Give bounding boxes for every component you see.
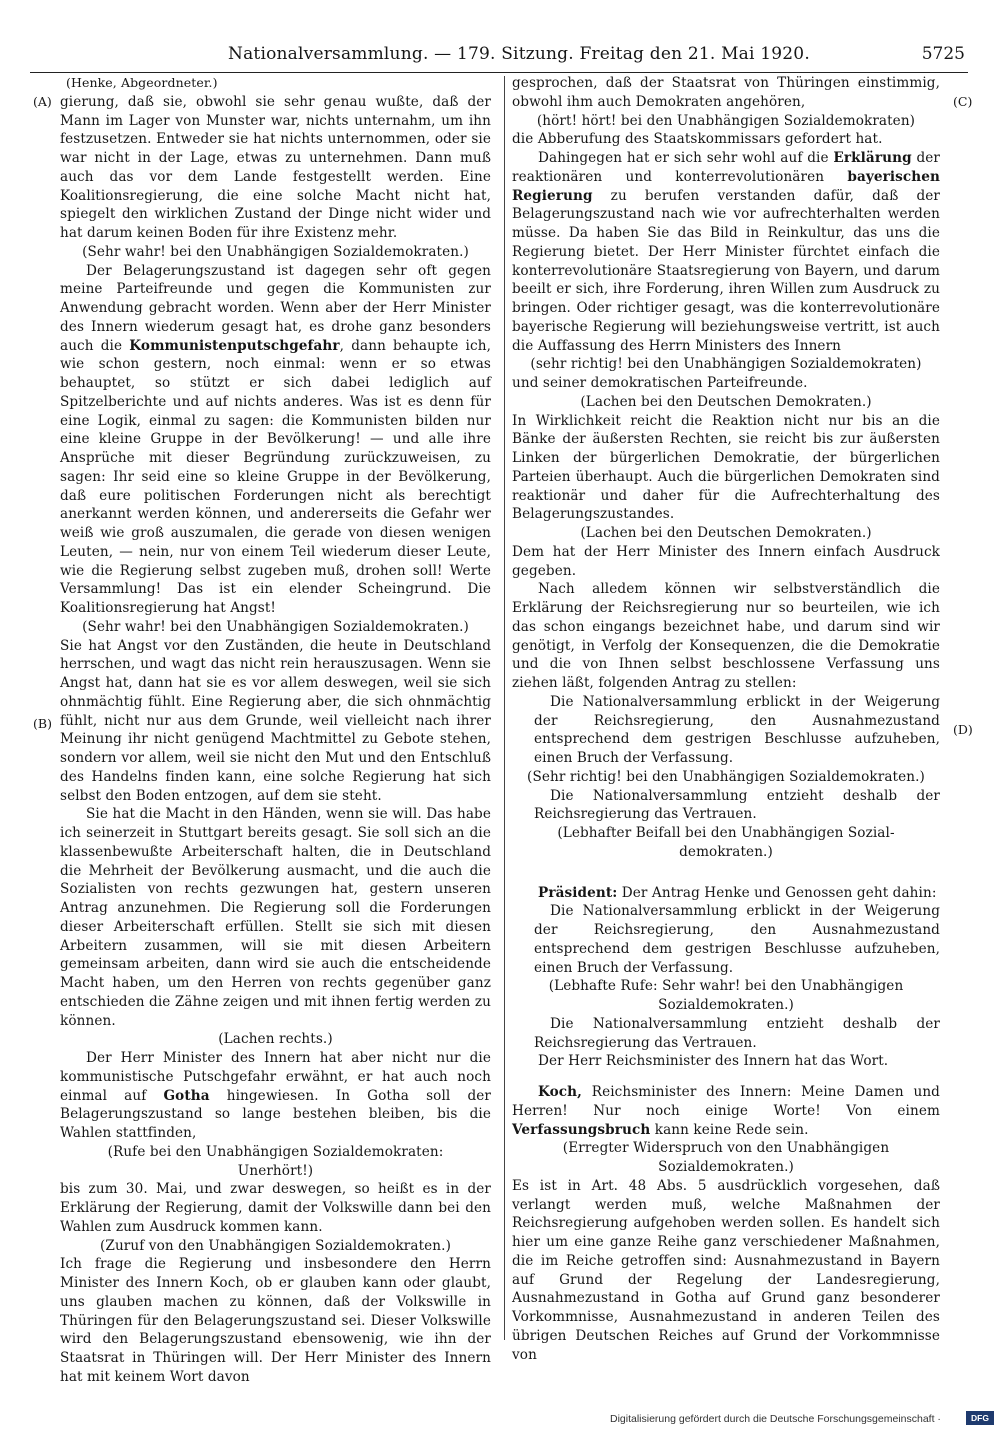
paragraph: Dahingegen hat er sich sehr wohl auf die Erklärung der reaktionären und konterrevolutionären bayerischen Regierung zu berufen verstanden dafür, daß der Belagerungszustand nach wie vor aufrechterhalten werden müsse. Da haben Sie das Bild in Reinkultur, das uns die Regierung bietet. Der Herr Minister fürchtet einfach die konterrevolutionäre Staatsregierung von Bayern, und darum beeilt er sich, ihre Forderung, ihren Willen zum Ausdruck zu bringen. Oder richtiger gesagt, was die konterrevolutionäre bayerische Regierung will beziehungsweise vertritt, ist auch die Auffassung des Herrn Ministers des Innern — [512, 150, 941, 354]
column-separator — [504, 76, 505, 1340]
paragraph: Sie hat die Macht in den Händen, wenn sie will. Das habe ich seinerzeit in Stuttgart bereits gesagt. Sie soll sich an die klassenbewußte Arbeiterschaft halten, die in Deutschland die Mehrheit der Bevölkerung ausmacht, und die auch die Sozialisten von rechts gezwungen hat, gestern unseren Antrag anzunehmen. Die Regierung soll die Forderungen dieser Arbeiterschaft erfüllen. Stellt sie sich mit diesen Arbeitern zusammen, will sie mit diesen Arbeitern gemeinsam arbeiten, dann wird sie auch die entscheidende Macht haben, um den Herren von rechts gegenüber ganz entschieden die Zähne zeigen und mit ihnen fertig werden zu können. — [60, 806, 491, 1029]
header-rule — [30, 72, 968, 73]
margin-marker-a: (A) — [33, 94, 52, 109]
paragraph: Der Herr Reichsminister des Innern hat das Wort. — [538, 1053, 889, 1070]
left-column — [60, 74, 491, 1387]
interjection: (Sehr richtig! bei den Unabhängigen Sozialdemokraten.) — [527, 768, 925, 785]
motion-text: Die Nationalversammlung entzieht deshalb der Reichsregierung das Vertrauen. — [534, 787, 940, 823]
margin-marker-b: (B) — [33, 716, 52, 731]
paragraph: gesprochen, daß der Staatsrat von Thüringen einstimmig, obwohl ihm auch Demokraten angehören, — [512, 75, 940, 110]
interjection: (Zuruf von den Unabhängigen Sozialdemokraten.) — [100, 1237, 451, 1254]
emphasis: Kommunistenputschgefahr — [129, 337, 340, 354]
paragraph: Es ist in Art. 48 Abs. 5 ausdrücklich vorgesehen, daß verlangt werden muß, welche Maßnahmen der Reichsregierung aufgehoben werden sollen. Es handelt sich hier um eine ganze Reihe ganz verschiedener Maßnahmen, die im Reiche getroffen sind: Ausnahmezustand in Bayern auf Grund der Regelung der Landesregierung, Ausnahmezustand in Gotha auf Grund ganz besonderer Vorkommnisse, Ausnahmezustand in anderen Teilen des übrigen Deutschen Reiches auf Grund der Vorkommnisse von — [512, 1177, 940, 1363]
emphasis: bayerischen Regierung — [512, 168, 940, 204]
running-title: Nationalversammlung. — 179. Sitzung. Freitag den 21. Mai 1920. — [228, 44, 810, 64]
margin-marker-c: (C) — [953, 94, 973, 109]
paragraph: In Wirklichkeit reicht die Reaktion nicht nur bis an die Bänke der äußersten Rechten, sie reicht bis zur äußersten Linken der bürgerlichen Demokratie, der bürgerlichen Parteien überhaupt. Auch die bürgerlichen Demokraten sind reaktionär und daher für die Aufrechterhaltung des Belagerungszustandes. — [512, 412, 940, 523]
paragraph: bis zum 30. Mai, und zwar deswegen, so heißt es in der Erklärung der Regierung, damit der Volkswille dann bei den Wahlen zum Ausdruck kommen kann. — [60, 1181, 491, 1235]
interjection: (Lachen rechts.) — [218, 1031, 333, 1048]
interjection: (Lebhafte Rufe: Sehr wahr! bei den Unabhängigen Sozialdemokraten.) — [548, 978, 904, 1013]
paragraph: Koch, Reichsminister des Innern: Meine Damen und Herren! Nur noch einige Worte! Von einem Verfassungsbruch kann keine Rede sein. — [512, 1084, 940, 1138]
interjection: (hört! hört! bei den Unabhängigen Sozialdemokraten) — [536, 112, 916, 129]
digitization-credit: Digitalisierung gefördert durch die Deutsche Forschungsgemeinschaft · — [610, 1413, 941, 1425]
page-header — [50, 44, 965, 70]
motion-text: Die Nationalversammlung erblickt in der Weigerung der Reichsregierung, den Ausnahmezustand entsprechend dem gestrigen Beschlusse aufzuheben, einen Bruch der Verfassung. — [534, 903, 940, 976]
interjection: (Sehr wahr! bei den Unabhängigen Sozialdemokraten.) — [82, 243, 469, 260]
page-number: 5725 — [921, 44, 965, 64]
motion-text: Die Nationalversammlung erblickt in der Weigerung der Reichsregierung, den Ausnahmezustand entsprechend dem gestrigen Beschlusse aufzuheben, einen Bruch der Verfassung. — [534, 693, 940, 766]
paragraph: Dem hat der Herr Minister des Innern einfach Ausdruck gegeben. — [512, 543, 940, 579]
interjection: (Erregter Widerspruch von den Unabhängigen — [562, 1140, 890, 1157]
motion-text: Die Nationalversammlung entzieht deshalb der Reichsregierung das Vertrauen. — [534, 1015, 940, 1051]
emphasis: Koch — [209, 1275, 245, 1291]
interjection: (Lachen bei den Deutschen Demokraten.) — [580, 393, 872, 410]
speaker-tag: (Henke, Abgeordneter.) — [66, 75, 218, 90]
emphasis: Erklärung — [833, 150, 912, 166]
interjection: (Lachen bei den Deutschen Demokraten.) — [580, 525, 872, 541]
interjection: (Lebhafter Beifall bei den Unabhängigen Sozial- — [557, 825, 895, 841]
emphasis: Gotha — [163, 1087, 210, 1104]
paragraph: und seiner demokratischen Parteifreunde. — [512, 375, 808, 391]
paragraph: gierung, daß sie, obwohl sie sehr genau wußte, daß der Mann im Lager von Munster war, nichts unternahm, um ihn festzusetzen. Entweder sie hat nichts unternommen, oder sie war nicht in der Lage, etwas zu unternehmen. Dann muß auch das vor dem Lande festgestellt werden. Eine Koalitionsregierung, die eine solche Macht nicht hat, spiegelt den wirklichen Zustand der Dinge nicht wider und hat darum keinen Boden für ihre Existenz mehr. — [60, 93, 491, 241]
emphasis: Verfassungsbruch — [512, 1121, 651, 1138]
right-column — [512, 74, 940, 1364]
paragraph: die Abberufung des Staatskommissars gefordert hat. — [512, 131, 883, 148]
margin-marker-d: (D) — [953, 722, 973, 737]
interjection: (Rufe bei den Unabhängigen Sozialdemokraten: — [107, 1143, 444, 1160]
paragraph: Der Belagerungszustand ist dagegen sehr oft gegen meine Parteifreunde und gegen die Kommunisten zur Anwendung gebracht worden. Wenn aber der Herr Minister des Innern wiederum gesagt hat, es drohe ganz besonders auch die Kommunistenputschgefahr, dann behaupte ich, wie schon gestern, noch einmal: wenn er so etwas behauptet, so stützt er sich dabei lediglich auf Spitzelberichte und auf nichts anderes. Was ist es denn für eine Logik, einmal zu sagen: die Kommunisten bilden nur eine kleine Gruppe in der Bevölkerung! — und alle ihre Ansprüche mit dieser Begründung zurückzuweisen, zu sagen: Ihr seid eine so kleine Gruppe in der Bevölkerung, daß eure politischen Forderungen nicht als berechtigt anerkannt werden können, und andererseits die Gefahr wer weiß wie groß auszumalen, die gerade von diesen wenigen Leuten, — nein, nur von einem Teil wiederum dieser Leute, wie die Regierung selbst zugeben muß, drohen soll! Werte Versammlung! Das ist ein elender Scheingrund. Die Koalitionsregierung hat Angst! — [60, 262, 491, 616]
speaker-name: Präsident: — [538, 884, 618, 901]
dfg-logo: DFG — [966, 1411, 994, 1425]
paragraph: Ich frage die Regierung und insbesondere den Herrn Minister des Innern Koch, ob er glauben kann oder glaubt, uns glauben machen zu können, daß der Volkswille in Thüringen für den Belagerungszustand sei. Dieser Volkswille wird den Belagerungszustand ebensowenig, wie ihn der Staatsrat in Thüringen will. Der Herr Minister des Innern hat mit keinem Wort davon — [60, 1256, 492, 1385]
interjection: (Sehr wahr! bei den Unabhängigen Sozialdemokraten.) — [82, 618, 469, 635]
interjection: Unerhört!) — [237, 1162, 314, 1179]
paragraph: Nach alledem können wir selbstverständlich die Erklärung der Reichsregierung nur so beurteilen, wie ich das schon eingangs bezeichnet habe, und darum sind wir genötigt, in Verfolg der Konsequenzen, die die Demokratie und die von Ihnen selbst beschlossene Verfassung uns ziehen läßt, folgenden Antrag zu stellen: — [512, 581, 940, 691]
paragraph: Der Herr Minister des Innern hat aber nicht nur die kommunistische Putschgefahr erwähnt, er hat auch noch einmal auf Gotha hingewiesen. In Gotha soll der Belagerungszustand so lange bestehen bleiben, bis die Wahlen stattfinden, — [60, 1050, 491, 1141]
interjection: (sehr richtig! bei den Unabhängigen Sozialdemokraten) — [530, 356, 922, 373]
interjection: demokraten.) — [679, 843, 773, 860]
speaker-name: Koch, — [538, 1084, 582, 1100]
paragraph: Sie hat Angst vor den Zuständen, die heute in Deutschland herrschen, und wagt das nicht rein herauszusagen. Wenn sie Angst hat, dann hat sie es vor allem deswegen, weil sie sich ohnmächtig fühlt. Eine Regierung aber, die sich ohnmächtig fühlt, nicht nur aus dem Grunde, weil vielleicht nach ihrer Meinung ihr nicht genügend Machtmittel zu Gebote stehen, sondern vor allem, weil sie nicht den Mut und den Entschluß des Handelns finden kann, eine solche Regierung hat sich selbst den Boden entzogen, auf dem sie steht. — [60, 637, 491, 804]
interjection: Sozialdemokraten.) — [658, 1159, 794, 1175]
paragraph: Präsident: Der Antrag Henke und Genossen geht dahin: — [538, 884, 937, 901]
